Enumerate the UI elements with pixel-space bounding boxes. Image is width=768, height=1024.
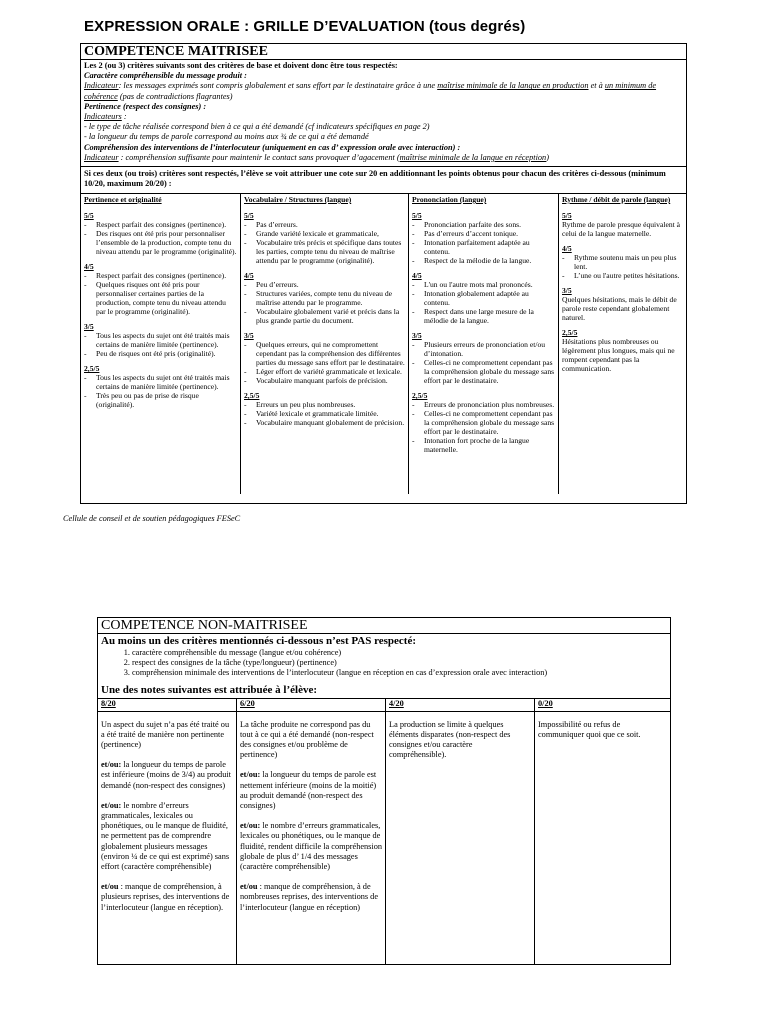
scoring-grid <box>81 194 686 494</box>
grade-label: 5/5 <box>84 211 94 221</box>
paragraph-text: Impossibilité ou refus de communiquer quoi que ce soit. <box>538 719 641 739</box>
grade-item: - Intonation parfaitement adaptée au contenu. <box>412 238 555 256</box>
page-title: EXPRESSION ORALE : GRILLE D’EVALUATION (tous degrés) <box>84 18 526 35</box>
criterion-1-indicator: Indicateur: les messages exprimés sont compris globalement et sans effort par le destinataire grâce à une maîtrise minimale de la langue en production et à un minimum de cohérence (pas de contradictions flagrantes) <box>84 81 657 101</box>
paragraph-text: : manque de compréhension, à plusieurs reprises, des interventions de l’interlocuteur (langue en réception). <box>101 882 230 912</box>
grade-item: - Rythme soutenu mais un peu plus lent. <box>562 253 683 271</box>
grade-column <box>98 699 237 964</box>
grade-item: - Vocabulaire très précis et spécifique dans toutes les parties, compte tenu du niveau de maîtrise attendu par le programme (originalité). <box>244 238 405 265</box>
paragraph-lead: et/ou: <box>101 760 122 770</box>
grid-column <box>81 194 241 494</box>
criterion-2-title: Pertinence (respect des consignes) : <box>84 101 207 111</box>
criteria-list <box>98 648 670 679</box>
grade-label: 4/5 <box>412 271 422 281</box>
grade-items <box>84 373 237 409</box>
grade-item: - Respect parfait des consignes (pertinence). <box>84 220 237 229</box>
grade-paragraph <box>240 882 382 913</box>
grid-column <box>409 194 559 494</box>
grade-item: - Structures variées, compte tenu du niveau de maîtrise attendu par le programme. <box>244 289 405 307</box>
competence-maitrisee-box <box>80 43 687 504</box>
grade-item: - Grande variété lexicale et grammaticale, <box>244 229 405 238</box>
paragraph-text: la longueur du temps de parole est inférieure (moins de 3/4) au produit demandé (non-respect des consignes) <box>101 760 231 790</box>
grade-header: 4/20 <box>386 699 534 712</box>
grade-item: - Pas d’erreurs. <box>244 220 405 229</box>
grade-paragraph <box>538 720 667 740</box>
grade-label: 4/5 <box>84 262 94 272</box>
grade-items <box>84 220 237 256</box>
grade-item: - Intonation fort proche de la langue maternelle. <box>412 436 555 454</box>
grade-item: - Vocabulaire globalement varié et précis dans la plus grande partie du document. <box>244 307 405 325</box>
grade-items <box>412 280 555 325</box>
grade-items <box>562 253 683 280</box>
paragraph-text: le nombre d’erreurs grammaticales, lexicales ou phonétiques, ou le manque de fluidité, rendent difficile la compréhension globale de plus d’ 1/4 des messages (caractère compréhensible) <box>240 821 382 872</box>
grade-item: - Respect parfait des consignes (pertinence). <box>84 271 237 280</box>
grade-items <box>412 220 555 265</box>
paragraph-text: le nombre d’erreurs grammaticales, lexicales ou phonétiques, ou le manque de fluidité, ne permettent pas de comprendre globalement plusieurs messages (environ ¼ de ce qui est exprimé) sans effort (caractère compréhensible) <box>101 800 230 872</box>
paragraph-lead: et/ou <box>240 882 258 892</box>
intro-line: Les 2 (ou 3) critères suivants sont des critères de base et doivent donc être tous respectés: <box>84 61 398 70</box>
grade-paragraph <box>240 821 382 872</box>
grade-items <box>412 400 555 454</box>
grade-item: - Très peu ou pas de prise de risque (originalité). <box>84 391 237 409</box>
section-heading: COMPETENCE MAITRISEE <box>81 44 686 60</box>
grade-item: - Erreurs un peu plus nombreuses. <box>244 400 405 409</box>
scoring-criteria: Si ces deux (ou trois) critères sont respectés, l’élève se voit attribuer une cote sur 20 en additionnant les points obtenus pour chacun des critères ci-dessous (minimum 10/20, maximum 20/20) : <box>81 167 686 194</box>
grade-item: - L’une ou l'autre petites hésitations. <box>562 271 683 280</box>
grade-column <box>237 699 386 964</box>
criterion-item: 1. caractère compréhensible du message (langue et/ou cohérence) <box>132 648 670 658</box>
grade-items <box>244 400 405 427</box>
grade-text: Quelques hésitations, mais le débit de parole reste cependant globalement naturel. <box>562 295 677 323</box>
grade-header: 0/20 <box>535 699 670 712</box>
criterion-3-indicator: Indicateur : compréhension suffisante pour maintenir le contact sans provoquer d’agacement (maîtrise minimale de la langue en réception) <box>84 152 549 162</box>
grade-items <box>84 271 237 316</box>
grade-label: 3/5 <box>244 331 254 341</box>
grade-paragraph <box>240 770 382 811</box>
grade-item: - Vocabulaire manquant parfois de précision. <box>244 376 405 385</box>
paragraph-lead: et/ou: <box>101 800 122 810</box>
non-respect-heading: Au moins un des critères mentionnés ci-dessous n’est PAS respecté: <box>101 635 417 647</box>
grade-item: - Celles-ci ne compromettent cependant pas la compréhension globale du message sans effort par le destinataire. <box>412 358 555 385</box>
grade-item: - Tous les aspects du sujet ont été traités mais certains de manière limitée (pertinence). <box>84 331 237 349</box>
grade-column <box>386 699 535 964</box>
paragraph-text: : manque de compréhension, à de nombreuses reprises, des interventions de l’interlocuteur (langue en réception) <box>240 882 379 912</box>
base-criteria <box>81 60 686 167</box>
criterion-item: 3. compréhension minimale des interventions de l’interlocuteur (langue en réception en cas d’expression orale avec interaction) <box>132 668 670 678</box>
grade-label: 5/5 <box>562 211 572 221</box>
column-header: Pertinence et originalité <box>84 195 162 205</box>
column-header: Vocabulaire / Structures (langue) <box>244 195 352 205</box>
grade-item: - Prononciation parfaite des sons. <box>412 220 555 229</box>
grades-heading: Une des notes suivantes est attribuée à l’élève: <box>98 679 670 699</box>
grade-text: Rythme de parole presque équivalent à celui de la langue maternelle. <box>562 220 680 239</box>
criterion-item: 2. respect des consignes de la tâche (type/longueur) (pertinence) <box>132 658 670 668</box>
grade-text: Hésitations plus nombreuses ou légèrement plus longues, mais qui ne rompent cependant pas la communication. <box>562 337 675 374</box>
grade-items <box>244 340 405 385</box>
grade-paragraph <box>240 720 382 761</box>
paragraph-text: La production se limite à quelques éléments disparates (non-respect des consignes et/ou caractère compréhensible). <box>389 719 511 760</box>
grade-paragraph <box>101 760 233 791</box>
criterion-2-indicator-label: Indicateurs : <box>84 112 127 122</box>
paragraph-text: la longueur du temps de parole est nettement inférieure (moins de la moitié) au produit demandé (non-respect des consignes) <box>240 770 377 811</box>
paragraph-lead: et/ou <box>101 882 119 892</box>
section-heading: COMPETENCE NON-MAITRISEE <box>98 618 670 634</box>
paragraph-text: La tâche produite ne correspond pas du tout à ce qui a été demandé (non-respect des consignes et/ou problème de pertinence) <box>240 719 374 760</box>
grade-item: - Erreurs de prononciation plus nombreuses. <box>412 400 555 409</box>
paragraph-lead: et/ou: <box>240 821 261 831</box>
criterion-2-line-1: - le type de tâche réalisée correspond bien à ce qui a été demandé (cf indicateurs spécifiques en page 2) <box>84 122 430 132</box>
grade-label: 2,5/5 <box>84 364 100 374</box>
grade-item: - Peu de risques ont été pris (originalité). <box>84 349 237 358</box>
grade-label: 3/5 <box>84 322 94 332</box>
grade-label: 3/5 <box>412 331 422 341</box>
grade-item: - Tous les aspects du sujet ont été traités mais certains de manière limitée (pertinence). <box>84 373 237 391</box>
footer-credit: Cellule de conseil et de soutien pédagogiques FESeC <box>63 514 241 523</box>
grade-item: - Plusieurs erreurs de prononciation et/ou d’intonation. <box>412 340 555 358</box>
grade-body <box>237 712 385 913</box>
grade-item: - Pas d’erreurs d’accent tonique. <box>412 229 555 238</box>
grade-column <box>535 699 670 964</box>
grade-item: - Celles-ci ne compromettent cependant pas la compréhension globale du message sans effort par le destinataire. <box>412 409 555 436</box>
paragraph-text: Un aspect du sujet n’a pas été traité ou a été traité de manière non pertinente (pertinence) <box>101 719 230 750</box>
grade-item: - Léger effort de variété grammaticale et lexicale. <box>244 367 405 376</box>
grade-label: 2,5/5 <box>244 391 260 401</box>
grade-item: - Vocabulaire manquant globalement de précision. <box>244 418 405 427</box>
paragraph-lead: et/ou: <box>240 770 261 780</box>
grade-item: - Quelques erreurs, qui ne compromettent cependant pas la compréhension des différentes parties du message sans effort par le destinataire. <box>244 340 405 367</box>
grade-label: 4/5 <box>244 271 254 281</box>
grade-item: - Peu d’erreurs. <box>244 280 405 289</box>
criterion-1-title: Caractère compréhensible du message produit : <box>84 71 247 81</box>
grade-item: - Des risques ont été pris pour personnaliser l’ensemble de la production, compte tenu du niveau attendu par le programme (originalité). <box>84 229 237 256</box>
grade-item: - Respect de la mélodie de la langue. <box>412 256 555 265</box>
grade-label: 2,5/5 <box>562 328 578 338</box>
competence-non-maitrisee-box <box>97 617 671 965</box>
grade-paragraph <box>101 882 233 913</box>
grade-items <box>412 340 555 385</box>
grade-label: 3/5 <box>562 286 572 296</box>
grade-paragraph <box>389 720 531 761</box>
grade-header: 8/20 <box>98 699 236 712</box>
grade-item: - Intonation globalement adaptée au contenu. <box>412 289 555 307</box>
grade-label: 4/5 <box>562 244 572 254</box>
grade-paragraph <box>101 801 233 872</box>
grade-item: - Quelques risques ont été pris pour personnaliser certaines parties de la production, compte tenu du niveau attendu par le programme (originalité). <box>84 280 237 316</box>
grade-header: 6/20 <box>237 699 385 712</box>
grid-column <box>559 194 686 494</box>
grade-label: 5/5 <box>412 211 422 221</box>
grade-body <box>98 712 236 913</box>
grade-items <box>84 331 237 358</box>
grade-label: 5/5 <box>244 211 254 221</box>
grid-column <box>241 194 409 494</box>
grade-body <box>535 712 670 740</box>
column-header: Rythme / débit de parole (langue) <box>562 195 671 205</box>
criterion-3-title: Compréhension des interventions de l’interlocuteur (uniquement en cas d’ expression orale avec interaction) : <box>84 142 461 152</box>
grade-item: - Respect dans une large mesure de la mélodie de la langue. <box>412 307 555 325</box>
column-header: Prononciation (langue) <box>412 195 487 205</box>
grade-item: - Variété lexicale et grammaticale limitée. <box>244 409 405 418</box>
grade-item: - L'un ou l'autre mots mal prononcés. <box>412 280 555 289</box>
grade-body <box>386 712 534 761</box>
grade-paragraph <box>101 720 233 751</box>
criterion-2-line-2: - la longueur du temps de parole correspond au moins aux ¾ de ce qui a été demandé <box>84 132 369 142</box>
grade-items <box>244 280 405 325</box>
grades-grid <box>98 699 670 964</box>
grade-items <box>244 220 405 265</box>
grade-label: 2,5/5 <box>412 391 428 401</box>
